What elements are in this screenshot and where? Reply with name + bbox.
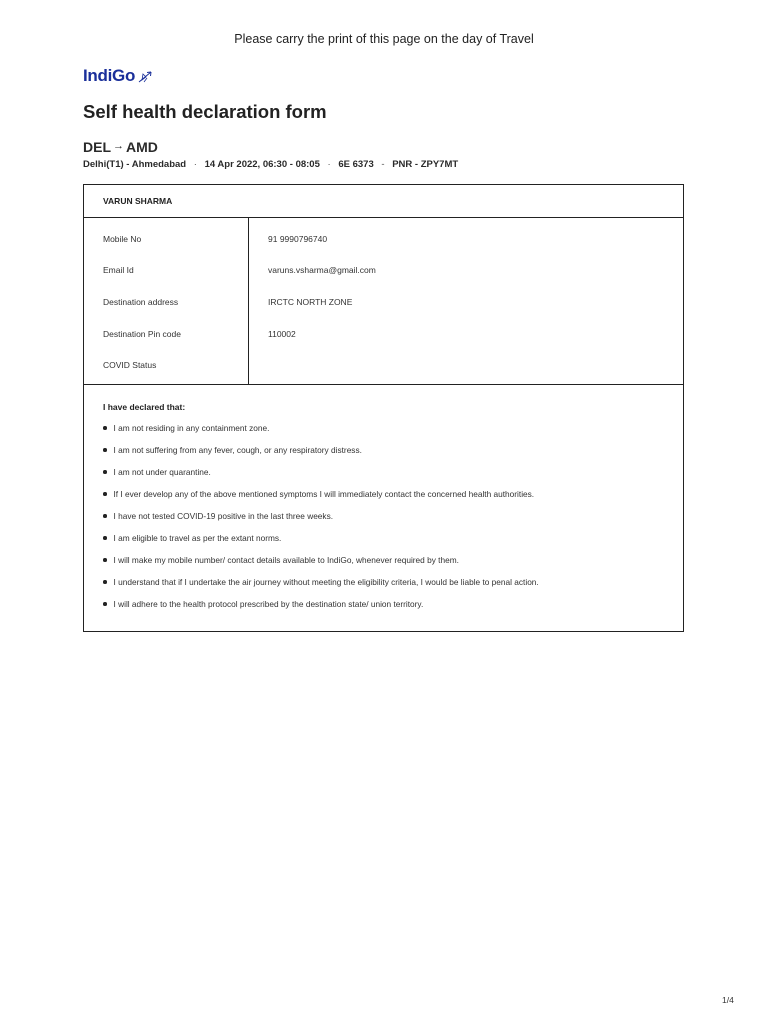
mobile-value: 91 9990796740 <box>268 234 328 244</box>
bullet-icon <box>103 580 107 584</box>
page-title: Self health declaration form <box>83 101 327 122</box>
print-instruction: Please carry the print of this page on the day of Travel <box>234 32 534 46</box>
declaration-text: I will adhere to the health protocol prescribed by the destination state/ union territory. <box>113 599 424 609</box>
flight-route <box>83 139 158 155</box>
bullet-icon <box>103 426 107 430</box>
flight-details <box>83 159 458 170</box>
airplane-icon <box>138 70 152 84</box>
separator: - <box>381 159 385 170</box>
email-label: Email Id <box>103 265 134 275</box>
declaration-text: I have not tested COVID-19 positive in the last three weeks. <box>113 511 334 521</box>
list-item <box>103 599 423 609</box>
separator: · <box>327 159 331 170</box>
list-item <box>103 445 362 455</box>
flight-datetime: 14 Apr 2022, 06:30 - 08:05 <box>204 159 320 170</box>
flight-number: 6E 6373 <box>338 159 374 170</box>
list-item <box>103 577 539 587</box>
bullet-icon <box>103 514 107 518</box>
indigo-logo <box>83 66 152 86</box>
destination-code: AMD <box>126 139 158 155</box>
email-value: varuns.vsharma@gmail.com <box>268 265 376 275</box>
destination-address-label: Destination address <box>103 297 179 307</box>
declaration-title: I have declared that: <box>103 402 186 412</box>
list-item <box>103 533 281 543</box>
list-item <box>103 423 269 433</box>
declaration-text: I will make my mobile number/ contact details available to IndiGo, whenever required by them. <box>113 555 459 565</box>
declaration-text: I am eligible to travel as per the extant norms. <box>113 533 282 543</box>
declaration-text: I understand that if I undertake the air journey without meeting the eligibility criteria, I would be liable to penal action. <box>113 577 539 587</box>
passenger-details <box>84 218 683 385</box>
declaration-text: I am not residing in any containment zone. <box>113 423 270 433</box>
destination-address-value: IRCTC NORTH ZONE <box>268 297 353 307</box>
declaration-text: I am not suffering from any fever, cough, or any respiratory distress. <box>113 445 362 455</box>
list-item <box>103 467 211 477</box>
route-detail: Delhi(T1) - Ahmedabad <box>83 159 187 170</box>
origin-code: DEL <box>83 139 111 155</box>
pin-code-label: Destination Pin code <box>103 329 181 339</box>
column-divider <box>248 218 249 384</box>
declaration-text: If I ever develop any of the above mentioned symptoms I will immediately contact the concerned health authorities. <box>113 489 535 499</box>
page-number: 1/4 <box>722 995 734 1005</box>
pnr: PNR - ZPY7MT <box>392 159 459 170</box>
logo-text: IndiGo <box>83 66 136 85</box>
arrow-right-icon: → <box>113 140 124 152</box>
list-item <box>103 511 333 521</box>
bullet-icon <box>103 448 107 452</box>
bullet-icon <box>103 492 107 496</box>
pin-code-value: 110002 <box>268 329 296 339</box>
list-item <box>103 489 534 499</box>
bullet-icon <box>103 536 107 540</box>
separator: · <box>193 159 197 170</box>
bullet-icon <box>103 558 107 562</box>
passenger-header <box>84 185 683 218</box>
declaration-card <box>83 184 684 632</box>
declaration-text: I am not under quarantine. <box>113 467 211 477</box>
bullet-icon <box>103 602 107 606</box>
bullet-icon <box>103 470 107 474</box>
mobile-label: Mobile No <box>103 234 142 244</box>
passenger-name: VARUN SHARMA <box>103 196 173 206</box>
list-item <box>103 555 459 565</box>
covid-status-label: COVID Status <box>103 360 157 370</box>
